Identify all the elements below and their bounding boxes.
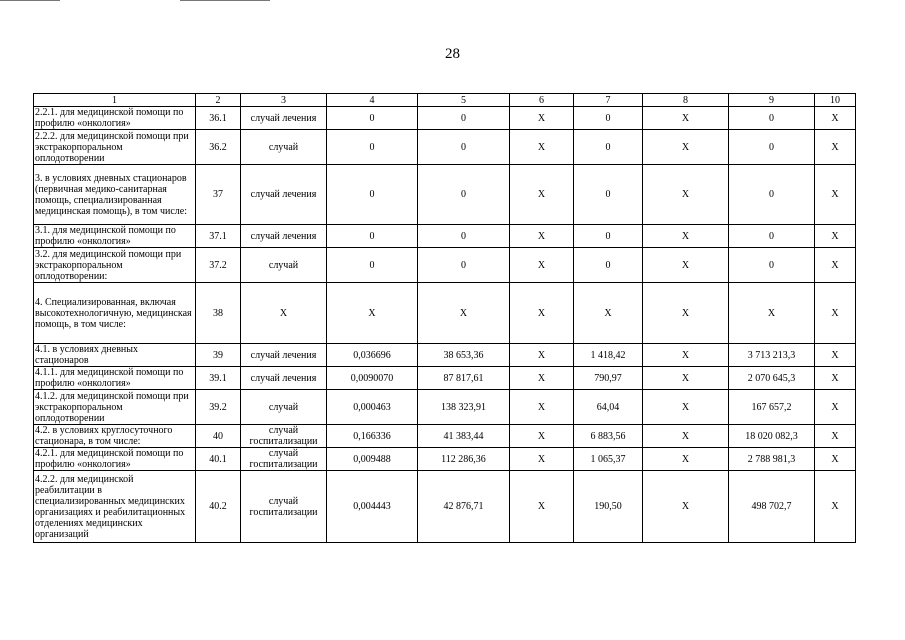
table-cell: X (643, 425, 729, 448)
table-cell: X (510, 344, 574, 367)
table-cell: 0 (327, 130, 418, 165)
table-cell: 18 020 082,3 (729, 425, 815, 448)
table-cell: 42 876,71 (418, 471, 510, 543)
table-cell: 0,009488 (327, 448, 418, 471)
scan-edge-mark-mid (180, 0, 270, 1)
table-cell: X (815, 425, 856, 448)
table-cell: X (418, 283, 510, 344)
page-number: 28 (445, 46, 460, 62)
row-label-cell: 3.1. для медицинской помощи по профилю «онкология» (34, 225, 196, 248)
table-cell: 40.2 (196, 471, 241, 543)
table-cell: X (643, 283, 729, 344)
table-cell: 39.2 (196, 390, 241, 425)
header-row (34, 94, 856, 107)
table-cell: 0,166336 (327, 425, 418, 448)
table-cell: случай лечения (241, 165, 327, 225)
table-cell: 0 (327, 225, 418, 248)
table-cell: X (643, 367, 729, 390)
table-cell: 0 (574, 130, 643, 165)
table-cell: 0 (327, 248, 418, 283)
table-cell: X (643, 248, 729, 283)
table-cell: X (574, 283, 643, 344)
table-cell: 0 (574, 248, 643, 283)
table-cell: случай лечения (241, 367, 327, 390)
table-cell: X (643, 130, 729, 165)
table-cell: X (510, 367, 574, 390)
table-cell: 40.1 (196, 448, 241, 471)
table-cell: X (510, 165, 574, 225)
table-cell: X (510, 130, 574, 165)
table-row (34, 283, 856, 344)
table-cell: 64,04 (574, 390, 643, 425)
table-cell: X (510, 425, 574, 448)
table-cell: 0 (729, 248, 815, 283)
table-cell: 0,0090070 (327, 367, 418, 390)
header-cell: 3 (241, 94, 327, 107)
table-cell: 0,036696 (327, 344, 418, 367)
table-cell: X (510, 283, 574, 344)
table-cell: X (643, 107, 729, 130)
table-cell: X (510, 107, 574, 130)
table-cell: 167 657,2 (729, 390, 815, 425)
table-row (34, 390, 856, 425)
table-row (34, 344, 856, 367)
table-cell: X (815, 448, 856, 471)
table-cell: 0 (729, 165, 815, 225)
header-cell: 8 (643, 94, 729, 107)
table-cell: X (815, 248, 856, 283)
header-cell: 7 (574, 94, 643, 107)
row-label-cell: 4.2.2. для медицинской реабилитации в специализированных медицинских организациях и реабилитационных отделениях медицинских организаций (34, 471, 196, 543)
table-cell: 0 (574, 107, 643, 130)
table-cell: X (327, 283, 418, 344)
table-cell: случай госпитализации (241, 471, 327, 543)
table-cell: случай (241, 390, 327, 425)
table-cell: 790,97 (574, 367, 643, 390)
table-cell: 0 (327, 107, 418, 130)
table-cell: случай госпитализации (241, 448, 327, 471)
header-cell: 5 (418, 94, 510, 107)
table-cell: случай лечения (241, 107, 327, 130)
row-label-cell: 4. Специализированная, включая высокотехнологичную, медицинская помощь, в том числе: (34, 283, 196, 344)
table-cell: X (815, 165, 856, 225)
table-cell: X (510, 471, 574, 543)
table-cell: 39.1 (196, 367, 241, 390)
table-cell: 38 (196, 283, 241, 344)
table-cell: случай (241, 248, 327, 283)
table-cell: X (643, 448, 729, 471)
header-cell: 2 (196, 94, 241, 107)
table-cell: X (815, 225, 856, 248)
table-cell: 37.2 (196, 248, 241, 283)
table-cell: 38 653,36 (418, 344, 510, 367)
table-cell: X (643, 390, 729, 425)
table-cell: 0 (418, 248, 510, 283)
table-cell: случай лечения (241, 225, 327, 248)
table-cell: X (241, 283, 327, 344)
table-cell: 1 418,42 (574, 344, 643, 367)
table-cell: X (815, 344, 856, 367)
table-cell: 36.1 (196, 107, 241, 130)
table-cell: 0 (574, 165, 643, 225)
row-label-cell: 2.2.1. для медицинской помощи по профилю «онкология» (34, 107, 196, 130)
table-cell: 2 070 645,3 (729, 367, 815, 390)
table-row (34, 367, 856, 390)
table-cell: случай госпитализации (241, 425, 327, 448)
table-cell: X (510, 390, 574, 425)
table-cell: X (510, 448, 574, 471)
table-cell: X (815, 130, 856, 165)
table-row (34, 107, 856, 130)
table-cell: 87 817,61 (418, 367, 510, 390)
table-cell: X (643, 471, 729, 543)
table-cell: 0 (327, 165, 418, 225)
table-row (34, 225, 856, 248)
header-cell: 1 (34, 94, 196, 107)
table-cell: X (815, 390, 856, 425)
row-label-cell: 2.2.2. для медицинской помощи при экстракорпоральном оплодотворении (34, 130, 196, 165)
table-cell: X (510, 248, 574, 283)
table-cell: 37.1 (196, 225, 241, 248)
table-cell: 0 (418, 107, 510, 130)
table-cell: X (510, 225, 574, 248)
table-cell: X (815, 471, 856, 543)
table-cell: 0 (574, 225, 643, 248)
table-row (34, 130, 856, 165)
row-label-cell: 4.1.1. для медицинской помощи по профилю «онкология» (34, 367, 196, 390)
scan-edge-mark-left (0, 0, 60, 1)
data-table (33, 93, 856, 543)
table-cell: X (729, 283, 815, 344)
table-row (34, 471, 856, 543)
table-cell: случай (241, 130, 327, 165)
table-cell: 0,004443 (327, 471, 418, 543)
table-cell: X (643, 225, 729, 248)
table-cell: 6 883,56 (574, 425, 643, 448)
table-cell: 138 323,91 (418, 390, 510, 425)
table-cell: 0 (729, 225, 815, 248)
table-cell: 112 286,36 (418, 448, 510, 471)
table-row (34, 165, 856, 225)
table-row (34, 425, 856, 448)
header-cell: 10 (815, 94, 856, 107)
table-cell: 0 (729, 130, 815, 165)
header-cell: 4 (327, 94, 418, 107)
table-row (34, 448, 856, 471)
table-cell: 39 (196, 344, 241, 367)
row-label-cell: 4.2. в условиях круглосуточного стационара, в том числе: (34, 425, 196, 448)
table-cell: X (815, 107, 856, 130)
table-body (34, 107, 856, 543)
table-cell: X (643, 344, 729, 367)
table-cell: 0,000463 (327, 390, 418, 425)
table-cell: 37 (196, 165, 241, 225)
table-cell: 2 788 981,3 (729, 448, 815, 471)
table-cell: случай лечения (241, 344, 327, 367)
row-label-cell: 3. в условиях дневных стационаров (первичная медико-санитарная помощь, специализированная медицинская помощь), в том числе: (34, 165, 196, 225)
table-cell: 0 (418, 130, 510, 165)
header-cell: 6 (510, 94, 574, 107)
table-cell: 0 (418, 165, 510, 225)
table-row (34, 248, 856, 283)
table-cell: 0 (729, 107, 815, 130)
row-label-cell: 4.2.1. для медицинской помощи по профилю «онкология» (34, 448, 196, 471)
table-cell: 36.2 (196, 130, 241, 165)
table-cell: 190,50 (574, 471, 643, 543)
table-cell: 0 (418, 225, 510, 248)
table-cell: 40 (196, 425, 241, 448)
table-cell: 41 383,44 (418, 425, 510, 448)
table-cell: X (815, 283, 856, 344)
table-cell: 498 702,7 (729, 471, 815, 543)
row-label-cell: 3.2. для медицинской помощи при экстракорпоральном оплодотворении: (34, 248, 196, 283)
table-cell: X (815, 367, 856, 390)
table-cell: X (643, 165, 729, 225)
table-cell: 1 065,37 (574, 448, 643, 471)
row-label-cell: 4.1. в условиях дневных стационаров (34, 344, 196, 367)
table-header (34, 94, 856, 107)
row-label-cell: 4.1.2. для медицинской помощи при экстракорпоральном оплодотворении (34, 390, 196, 425)
table-cell: 3 713 213,3 (729, 344, 815, 367)
header-cell: 9 (729, 94, 815, 107)
